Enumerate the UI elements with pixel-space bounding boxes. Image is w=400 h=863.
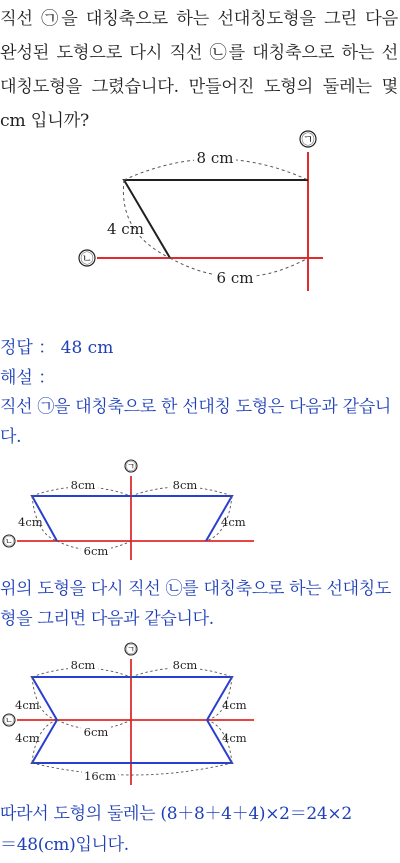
- explanation-step2: 위의 도형을 다시 직선 ㉡를 대칭축으로 하는 선대칭도형을 그리면 다음과 같습니다.: [0, 579, 391, 629]
- figure-first-reflection: [0, 456, 400, 566]
- explanation-heading: 해설 ：: [0, 368, 56, 388]
- dim-upper-left-label: 4cm: [15, 698, 40, 712]
- explanation-step1: 직선 ㉠을 대칭축으로 한 선대칭 도형은 다음과 같습니다.: [0, 397, 391, 447]
- dim-bottom-label: 16cm: [84, 769, 116, 783]
- dim-middle-label: 6cm: [83, 725, 109, 739]
- answer-label: 정답 ： 48 cm: [0, 338, 114, 358]
- dim-slant-label: 4 cm: [107, 220, 144, 238]
- dim-lower-right-label: 4cm: [222, 731, 247, 745]
- shape-outline: [32, 496, 232, 541]
- dim-bottom-label: 6cm: [83, 544, 109, 558]
- dim-top-right-label: 8cm: [172, 478, 198, 492]
- dim-side-right-label: 4cm: [221, 515, 246, 529]
- dim-side-left-label: 4cm: [18, 515, 43, 529]
- axis2-label: ㉡: [4, 716, 14, 727]
- axis2-label: ㉡: [80, 252, 94, 267]
- dim-bottom-label: 6 cm: [216, 269, 254, 287]
- dim-upper-right-label: 4cm: [222, 698, 247, 712]
- explanation-result-line2: ＝48(cm)입니다.: [0, 835, 129, 855]
- axis2-label: ㉡: [4, 537, 14, 548]
- explanation-result-line1: 따라서 도형의 둘레는 (8＋8＋4＋4)×2＝24×2: [0, 804, 352, 824]
- figure-original: [0, 128, 400, 298]
- axis1-label: ㉠: [301, 133, 315, 148]
- dim-arc: [32, 763, 232, 775]
- dim-top-right-label: 8cm: [172, 658, 198, 672]
- question-text: 직선 ㉠을 대칭축으로 하는 선대칭도형을 그린 다음 완성된 도형으로 다시 직선 ㉡를 대칭축으로 하는 선대칭도형을 그렸습니다. 만들어진 도형의 둘레는 몇 cm 입니까?: [0, 9, 398, 131]
- axis1-label: ㉠: [126, 645, 136, 656]
- dim-top-label: 8 cm: [196, 149, 234, 167]
- dim-lower-left-label: 4cm: [15, 731, 40, 745]
- dim-top-left-label: 8cm: [70, 658, 96, 672]
- dim-top-left-label: 8cm: [70, 478, 96, 492]
- figure-second-reflection: [0, 637, 400, 787]
- axis1-label: ㉠: [126, 462, 136, 473]
- shape-outline: [124, 180, 308, 258]
